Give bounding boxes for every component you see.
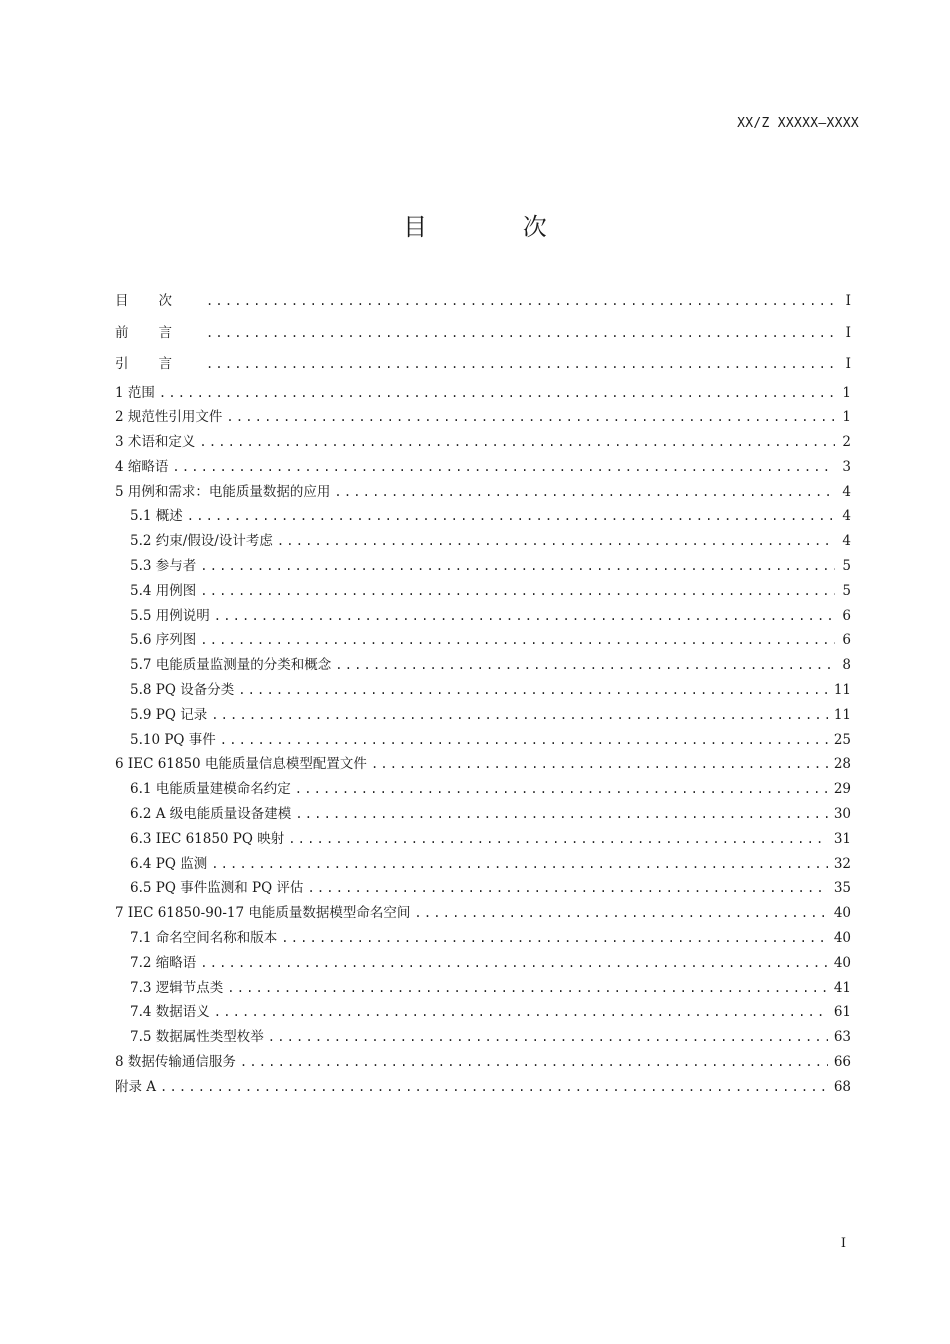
toc-entry-page: I — [845, 293, 851, 309]
toc-entry-label: 6.5 PQ 事件监测和 PQ 评估 — [130, 880, 304, 897]
toc-entry[interactable] — [115, 901, 851, 926]
toc-entry-label: 7 IEC 61850-90-17 电能质量数据模型命名空间 — [115, 905, 411, 922]
toc-entry-label: 7.5 数据属性类型枚举 — [130, 1029, 264, 1046]
toc-entry[interactable] — [115, 1000, 851, 1025]
table-of-contents — [115, 286, 851, 1100]
toc-entry[interactable] — [115, 951, 851, 976]
toc-entry-label: 5.7 电能质量监测量的分类和概念 — [130, 657, 332, 674]
toc-entry-page: 30 — [833, 806, 851, 823]
toc-entry[interactable] — [115, 852, 851, 877]
toc-entry-label: 7.4 数据语义 — [130, 1004, 210, 1021]
toc-leader-dots — [268, 1025, 828, 1050]
toc-entry[interactable] — [115, 1025, 851, 1050]
toc-leader-dots — [220, 728, 828, 753]
toc-leader-dots — [206, 318, 835, 350]
toc-entry[interactable] — [115, 678, 851, 703]
toc-entry-page: 29 — [833, 781, 851, 798]
toc-entry-page: 40 — [833, 905, 851, 922]
toc-entry[interactable] — [115, 579, 851, 604]
toc-entry[interactable] — [115, 349, 851, 381]
toc-leader-dots — [200, 628, 835, 653]
toc-entry-page: 1 — [842, 409, 851, 426]
toc-entry-page: 5 — [842, 582, 851, 599]
toc-entry[interactable] — [115, 480, 851, 505]
toc-leader-dots — [172, 455, 835, 480]
toc-entry[interactable] — [115, 777, 851, 802]
toc-leader-dots — [160, 1075, 828, 1100]
toc-entry-page: I — [845, 356, 851, 372]
toc-entry-label: 5.6 序列图 — [130, 632, 197, 649]
toc-leader-dots — [240, 1050, 828, 1075]
toc-entry-label: 6.4 PQ 监测 — [130, 855, 208, 872]
toc-leader-dots — [211, 852, 828, 877]
toc-leader-dots — [199, 430, 835, 455]
toc-entry-label: 6 IEC 61850 电能质量信息模型配置文件 — [115, 756, 367, 773]
toc-entry[interactable] — [115, 728, 851, 753]
toc-entry-label: 5.1 概述 — [130, 508, 183, 525]
toc-leader-dots — [206, 349, 835, 381]
toc-entry[interactable] — [115, 381, 851, 406]
toc-entry-page: 4 — [842, 533, 851, 550]
toc-entry-page: 63 — [833, 1029, 851, 1046]
toc-leader-dots — [214, 1000, 828, 1025]
toc-leader-dots — [214, 604, 835, 629]
toc-entry[interactable] — [115, 827, 851, 852]
toc-entry[interactable] — [115, 405, 851, 430]
toc-entry-page: 6 — [842, 632, 851, 649]
toc-entry-label: 5 用例和需求：电能质量数据的应用 — [115, 483, 331, 500]
toc-leader-dots — [200, 579, 835, 604]
toc-entry-label: 7.3 逻辑节点类 — [130, 979, 224, 996]
toc-entry-page: 35 — [833, 880, 851, 897]
toc-leader-dots — [334, 480, 835, 505]
toc-entry-page: 28 — [833, 756, 851, 773]
toc-entry-label: 6.1 电能质量建模命名约定 — [130, 781, 291, 798]
toc-entry-page: 5 — [842, 558, 851, 575]
document-code: XX/Z XXXXX—XXXX — [737, 116, 859, 131]
toc-entry-label: 附录 A — [115, 1078, 157, 1095]
toc-entry-page: 6 — [842, 607, 851, 624]
toc-entry-label: 7.2 缩略语 — [130, 954, 197, 971]
toc-entry[interactable] — [115, 653, 851, 678]
toc-leader-dots — [307, 876, 827, 901]
toc-entry[interactable] — [115, 703, 851, 728]
toc-entry-label: 引言 — [115, 356, 202, 372]
toc-entry[interactable] — [115, 318, 851, 350]
toc-entry[interactable] — [115, 876, 851, 901]
toc-entry[interactable] — [115, 752, 851, 777]
toc-entry-label: 5.8 PQ 设备分类 — [130, 682, 235, 699]
toc-entry-label: 前言 — [115, 324, 202, 341]
toc-leader-dots — [187, 504, 835, 529]
toc-entry[interactable] — [115, 286, 851, 318]
toc-entry[interactable] — [115, 1050, 851, 1075]
toc-entry-label: 5.9 PQ 记录 — [130, 706, 208, 723]
toc-entry[interactable] — [115, 504, 851, 529]
toc-entry-page: 40 — [833, 930, 851, 947]
toc-entry[interactable] — [115, 1075, 851, 1100]
toc-leader-dots — [414, 901, 827, 926]
toc-entry-label: 6.3 IEC 61850 PQ 映射 — [130, 830, 285, 847]
toc-entry[interactable] — [115, 455, 851, 480]
toc-entry-page: 68 — [833, 1078, 851, 1095]
toc-entry[interactable] — [115, 554, 851, 579]
toc-entry-page: 11 — [833, 682, 851, 699]
toc-entry-page: 25 — [833, 731, 851, 748]
toc-leader-dots — [211, 703, 828, 728]
toc-leader-dots — [335, 653, 835, 678]
toc-leader-dots — [295, 802, 828, 827]
toc-entry[interactable] — [115, 604, 851, 629]
toc-entry-page: 31 — [833, 830, 851, 847]
toc-entry-label: 5.2 约束/假设/设计考虑 — [130, 533, 273, 550]
toc-entry-label: 4 缩略语 — [115, 458, 169, 475]
toc-leader-dots — [226, 405, 835, 430]
toc-entry-page: 2 — [842, 434, 851, 451]
toc-leader-dots — [277, 529, 835, 554]
toc-entry[interactable] — [115, 529, 851, 554]
toc-entry-page: 8 — [842, 657, 851, 674]
toc-leader-dots — [288, 827, 828, 852]
toc-entry-page: 61 — [833, 1004, 851, 1021]
toc-entry-label: 目次 — [115, 293, 202, 309]
toc-leader-dots — [281, 926, 828, 951]
toc-entry[interactable] — [115, 628, 851, 653]
toc-entry-page: 1 — [842, 384, 851, 401]
toc-entry-page: 32 — [833, 855, 851, 872]
toc-entry-label: 5.5 用例说明 — [130, 607, 210, 624]
toc-entry-page: 4 — [842, 508, 851, 525]
toc-entry[interactable] — [115, 430, 851, 455]
toc-entry-page: 11 — [833, 706, 851, 723]
toc-entry-label: 5.4 用例图 — [130, 582, 197, 599]
toc-entry-label: 2 规范性引用文件 — [115, 409, 223, 426]
toc-entry-page: 3 — [842, 458, 851, 475]
toc-entry-label: 7.1 命名空间名称和版本 — [130, 930, 278, 947]
toc-leader-dots — [295, 777, 828, 802]
toc-entry[interactable] — [115, 802, 851, 827]
toc-entry-page: 66 — [833, 1054, 851, 1071]
toc-leader-dots — [227, 976, 828, 1001]
toc-entry-page: 40 — [833, 954, 851, 971]
toc-leader-dots — [206, 286, 835, 318]
toc-leader-dots — [159, 381, 835, 406]
toc-entry[interactable] — [115, 926, 851, 951]
page-title: 目 次 — [403, 213, 591, 241]
toc-entry-label: 5.10 PQ 事件 — [130, 731, 216, 748]
footer-page-number: I — [840, 1236, 846, 1251]
toc-entry-page: I — [845, 324, 851, 341]
toc-entry-page: 41 — [833, 979, 851, 996]
toc-leader-dots — [371, 752, 828, 777]
toc-entry-page: 4 — [842, 483, 851, 500]
toc-entry-label: 5.3 参与者 — [130, 558, 197, 575]
toc-leader-dots — [200, 554, 835, 579]
toc-entry-label: 1 范围 — [115, 384, 155, 401]
toc-entry-label: 6.2 A 级电能质量设备建模 — [130, 806, 292, 823]
toc-entry-label: 8 数据传输通信服务 — [115, 1054, 236, 1071]
toc-entry-label: 3 术语和定义 — [115, 434, 196, 451]
toc-leader-dots — [238, 678, 828, 703]
toc-entry[interactable] — [115, 976, 851, 1001]
toc-leader-dots — [200, 951, 828, 976]
